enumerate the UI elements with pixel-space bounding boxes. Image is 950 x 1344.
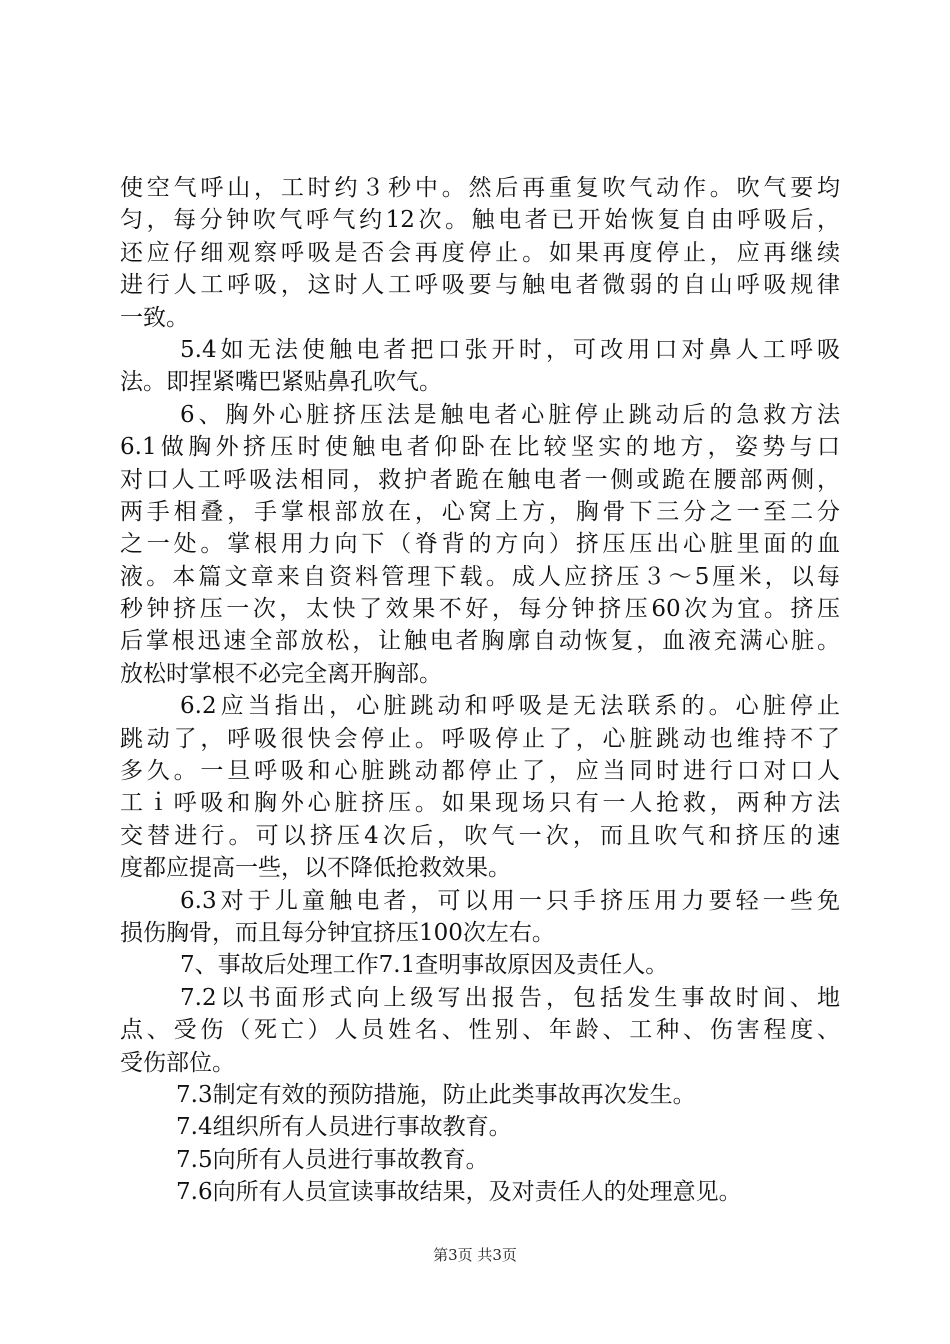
text-line: 之一处。掌根用力向下（脊背的方向）挤压压出心脏里面的血: [120, 531, 840, 558]
text-line: 6.2应当指出，心脏跳动和呼吸是无法联系的。心脏停止: [180, 693, 840, 720]
text-line: 一致。: [120, 304, 189, 331]
text-line: 7.4组织所有人员进行事故教育。: [176, 1114, 512, 1141]
text-line: 6.1做胸外挤压时使触电者仰卧在比较坚实的地方，姿势与口: [120, 434, 840, 461]
text-line: 5.4如无法使触电者把口张开时，可改用口对鼻人工呼吸: [180, 336, 840, 363]
text-line: 多久。一旦呼吸和心脏跳动都停止了，应当同时进行口对口人: [120, 758, 840, 785]
document-body: [120, 172, 840, 1209]
text-line: 后掌根迅速全部放松，让触电者胸廓自动恢复，血液充满心脏。: [120, 628, 840, 655]
text-line: 6.3对于儿童触电者，可以用一只手挤压用力要轻一些免: [180, 887, 840, 914]
text-line: 匀，每分钟吹气呼气约12次。触电者已开始恢复自由呼吸后，: [120, 207, 840, 234]
text-line: 跳动了，呼吸很快会停止。呼吸停止了，心脏跳动也维持不了: [120, 725, 840, 752]
text-line: 损伤胸骨，而且每分钟宜挤压100次左右。: [120, 919, 555, 946]
text-line: 受伤部位。: [120, 1049, 235, 1076]
text-line: 6、胸外心脏挤压法是触电者心脏停止跳动后的急救方法: [180, 401, 840, 428]
text-line: 7.5向所有人员进行事故教育。: [176, 1146, 489, 1173]
text-line: 对口人工呼吸法相同，救护者跪在触电者一侧或跪在腰部两侧，: [120, 466, 840, 493]
text-line: 7.6向所有人员宣读事故结果，及对责任人的处理意见。: [176, 1179, 742, 1206]
page-footer: 第3页 共3页: [433, 1246, 517, 1264]
text-line: 进行人工呼吸，这时人工呼吸要与触电者微弱的自山呼吸规律: [120, 272, 840, 299]
text-line: 放松时掌根不必完全离开胸部。: [120, 660, 442, 687]
text-line: 7.2以书面形式向上级写出报告，包括发生事故时间、地: [180, 984, 840, 1011]
text-line: 工ｉ呼吸和胸外心脏挤压。如果现场只有一人抢救，两种方法: [120, 790, 840, 817]
text-line: 交替进行。可以挤压4次后，吹气一次，而且吹气和挤压的速: [120, 822, 840, 849]
text-line: 7.3制定有效的预防措施，防止此类事故再次发生。: [176, 1081, 696, 1108]
text-line: 7、事故后处理工作7.1查明事故原因及责任人。: [180, 952, 669, 979]
text-line: 还应仔细观察呼吸是否会再度停止。如果再度停止，应再继续: [120, 239, 840, 266]
text-line: 点、受伤（死亡）人员姓名、性别、年龄、工种、伤害程度、: [120, 1017, 840, 1044]
text-line: 使空气呼山，工时约３秒中。然后再重复吹气动作。吹气要均: [120, 175, 840, 201]
text-line: 液。本篇文章来自资料管理下载。成人应挤压３～5厘米，以每: [120, 563, 840, 590]
text-line: 法。即捏紧嘴巴紧贴鼻孔吹气。: [120, 369, 442, 396]
text-line: 秒钟挤压一次，太快了效果不好，每分钟挤压60次为宜。挤压: [120, 596, 840, 623]
text-line: 两手相叠，手掌根部放在，心窝上方，胸骨下三分之一至二分: [120, 498, 840, 525]
text-line: 度都应提高一些，以不降低抢救效果。: [120, 855, 511, 882]
